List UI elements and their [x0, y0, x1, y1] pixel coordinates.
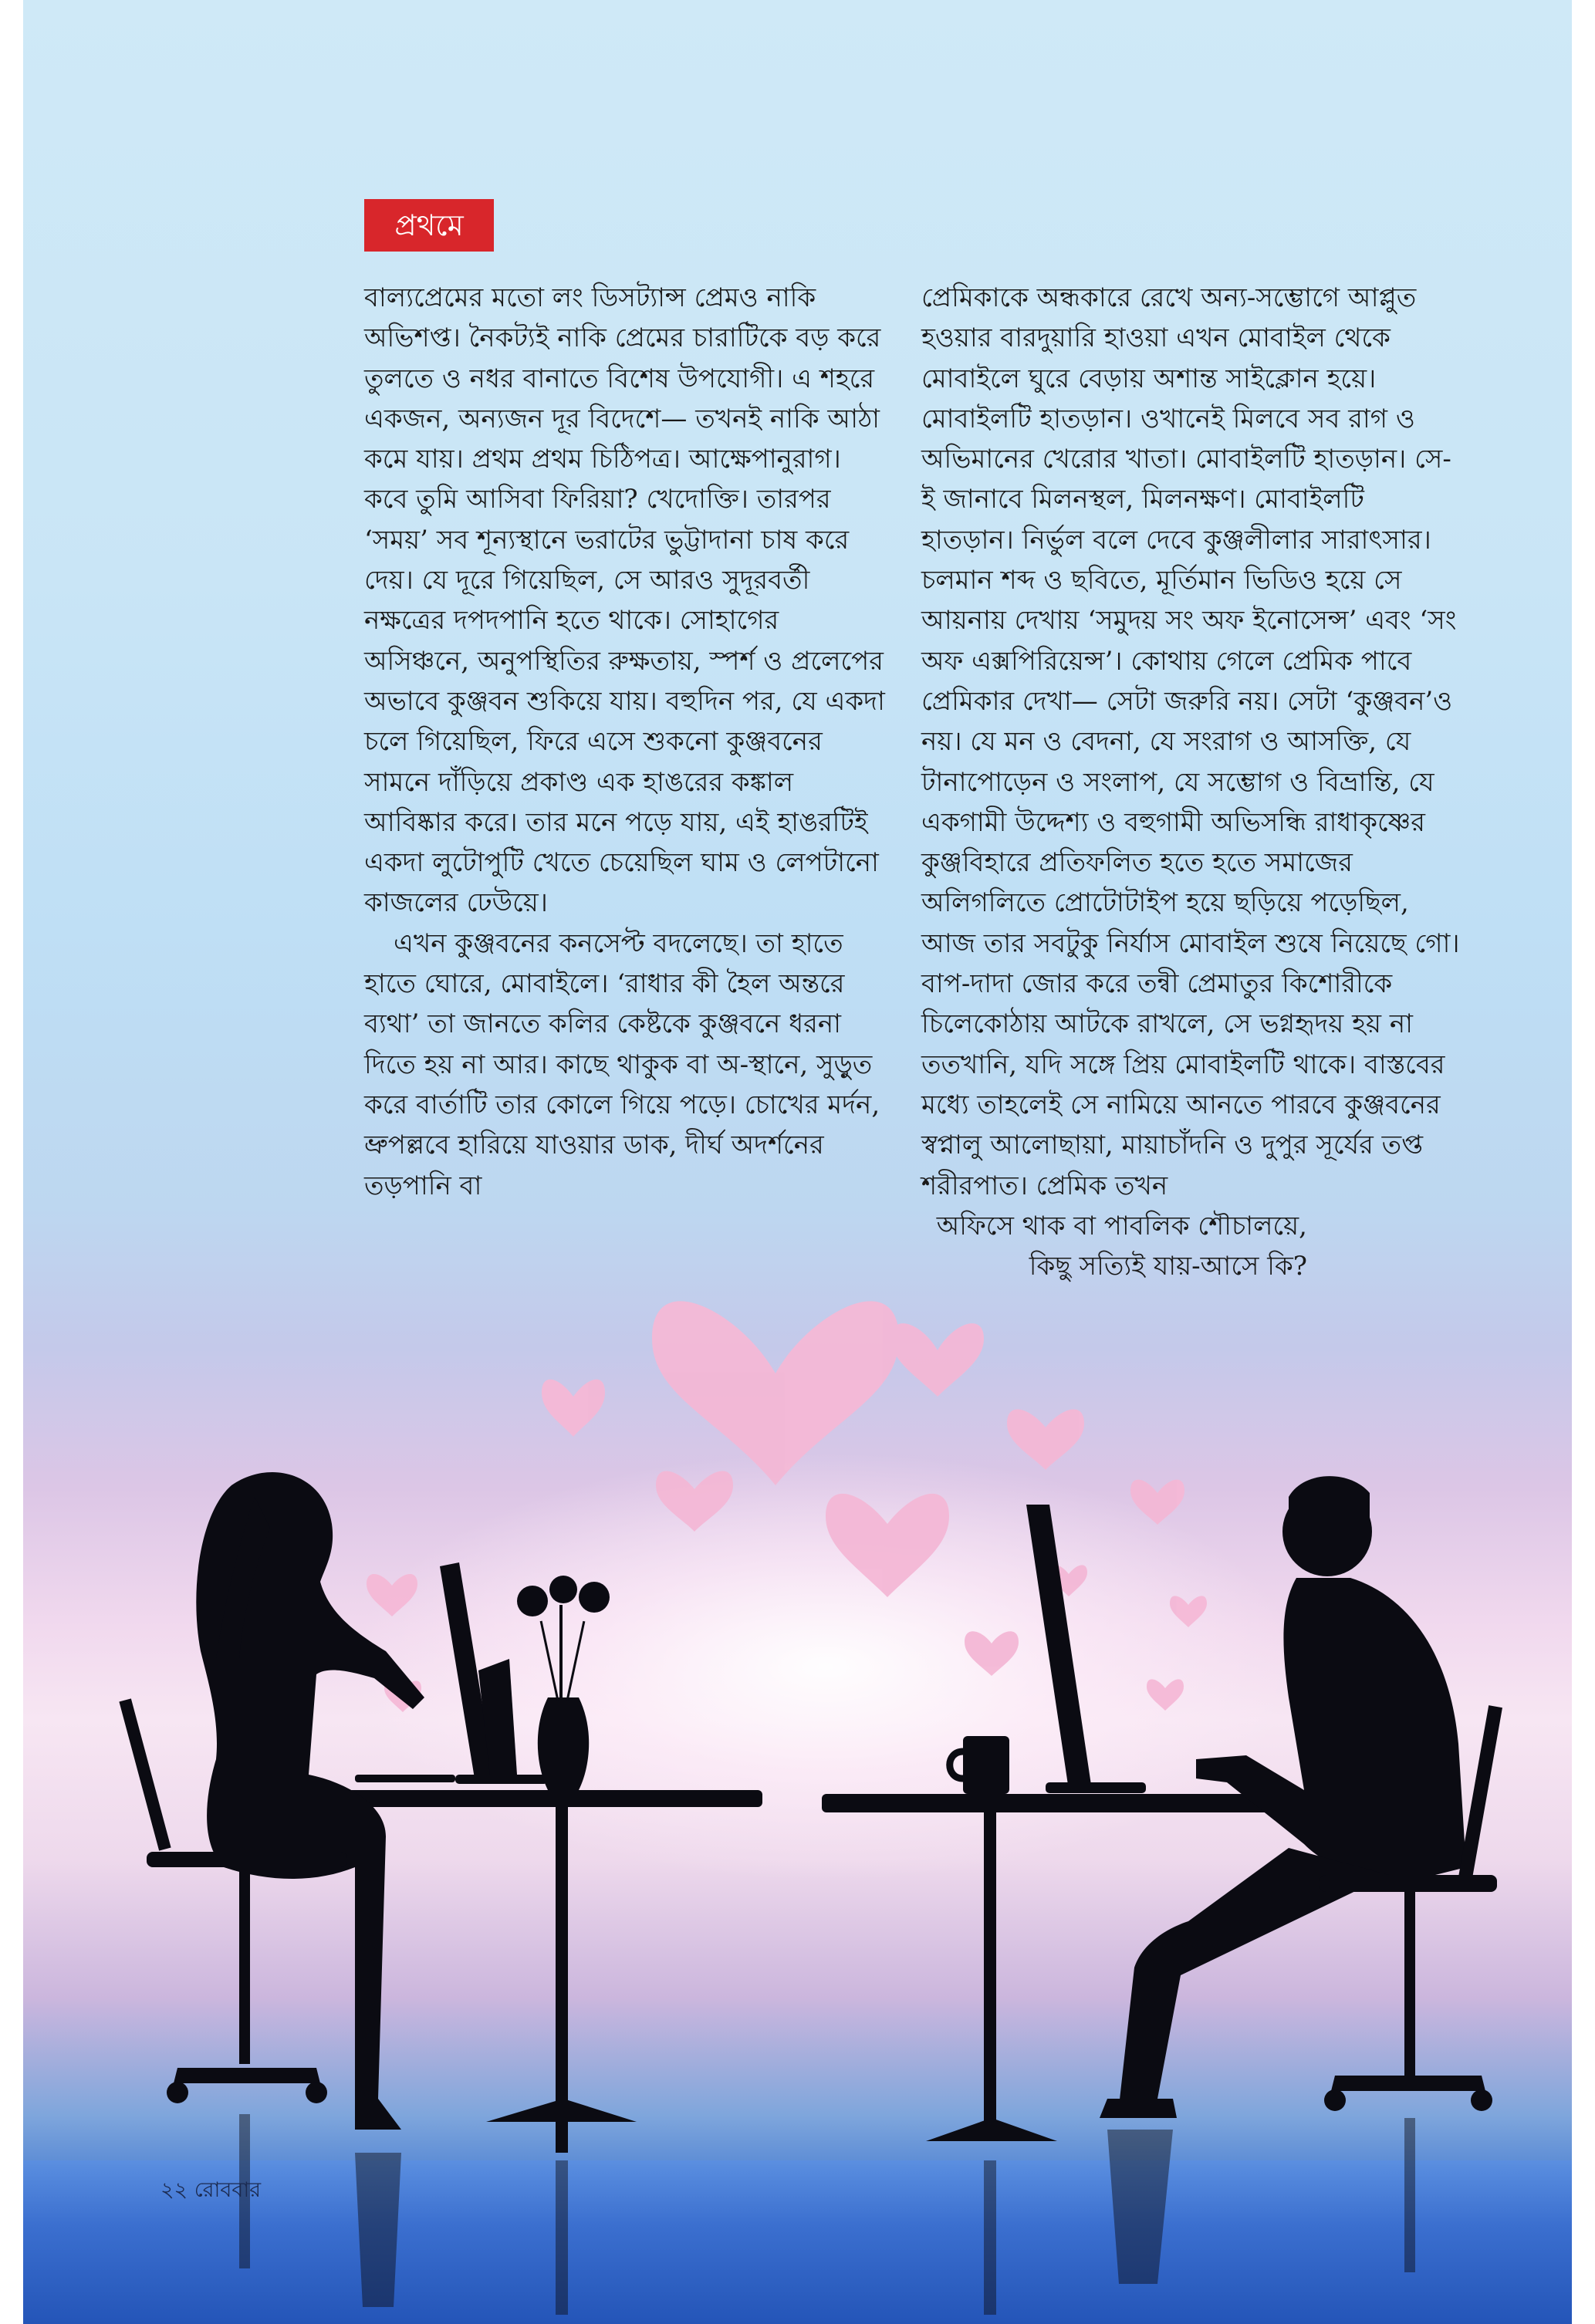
heart-icon — [891, 1323, 984, 1397]
heart-icon — [1007, 1409, 1084, 1470]
paragraph: বাল্যপ্রেমের মতো লং ডিসট্যান্স প্রেমও নাকি অভিশপ্ত। নৈকট্যই নাকি প্রেমের চারাটিকে বড় করে তুলতে ও নধর বানাতে বিশেষ উপযোগী। এ শহরে একজন, অন্যজন দূর বিদেশে— তখনই নাকি আঠা কমে যায়। প্রথম প্রথম চিঠিপত্র। আক্ষেপানুরাগ। কবে তুমি আসিবা ফিরিয়া? খেদোক্তি। তারপর ‘সময়’ সব শূন্যস্থানে ভরাটের ভুট্টাদানা চাষ করে দেয়। যে দূরে গিয়েছিল, সে আরও সুদূরবর্তী নক্ষত্রের দপদপানি হতে থাকে। সোহাগের অসিঞ্চনে, অনুপস্থিতির রুক্ষতায়, স্পর্শ ও প্রলেপের অভাবে কুঞ্জবন শুকিয়ে যায়। বহুদিন পর, যে একদা চলে গিয়েছিল, ফিরে এসে শুকনো কুঞ্জবনের সামনে দাঁড়িয়ে প্রকাণ্ড এক হাঙরের কঙ্কাল আবিষ্কার করে। তার মনে পড়ে যায়, এই হাঙরটিই একদা লুটোপুটি খেতে চেয়েছিল ঘাম ও লেপটানো কাজলের ঢেউয়ে। — [364, 282, 885, 919]
heart-icon — [652, 1301, 899, 1485]
right-desk-leg — [984, 1809, 996, 2141]
heart-icon — [1170, 1596, 1207, 1627]
heart-icon — [542, 1380, 605, 1437]
article-column-left — [364, 278, 889, 1206]
mug-icon — [950, 1736, 1009, 1794]
heart-icon — [1147, 1679, 1184, 1711]
paragraph-tail: কিছু সত্যিই যায়-আসে কি? — [1029, 1251, 1307, 1282]
heart-icon — [656, 1471, 733, 1532]
section-tag: প্রথমে — [364, 199, 494, 252]
flower-vase-icon — [517, 1576, 610, 1790]
paragraph: প্রেমিকাকে অন্ধকারে রেখে অন্য-সম্ভোগে আপ্লুত হওয়ার বারদুয়ারি হাওয়া এখন মোবাইল থেকে মোবাইলে ঘুরে বেড়ায় অশান্ত সাইক্লোন হয়ে। মোবাইলটি হাতড়ান। ওখানেই মিলবে সব রাগ ও অভিমানের খেরোর খাতা। মোবাইলটি হাতড়ান। সে-ই জানাবে মিলনস্থল, মিলনক্ষণ। মোবাইলটি হাতড়ান। নির্ভুল বলে দেবে কুঞ্জলীলার সারাৎসার। চলমান শব্দ ও ছবিতে, মূর্তিমান ভিডিও হয়ে সে আয়নায় দেখায় ‘সমুদয় সং অফ ইনোসেন্স’ এবং ‘সং অফ এক্সপিরিয়েন্স’। কোথায় গেলে প্রেমিক পাবে প্রেমিকার দেখা— সেটা জরুরি নয়। সেটা ‘কুঞ্জবন’ও নয়। যে মন ও বেদনা, যে সংরাগ ও আসক্তি, যে টানাপোড়েন ও সংলাপ, যে সম্ভোগ ও বিভ্রান্তি, যে একগামী উদ্দেশ্য ও বহুগামী অভিসন্ধি রাধাকৃষ্ণের কুঞ্জবিহারে প্রতিফলিত হতে হতে সমাজের অলিগলিতে প্রোটোটাইপ হয়ে ছড়িয়ে পড়েছিল, আজ তার সবটুকু নির্যাস মোবাইল শুষে নিয়েছে গো। বাপ-দাদা জোর করে তন্বী প্রেমাতুর কিশোরীকে চিলেকোঠায় আটকে রাখলে, সে ভগ্নহৃদয় হয় না ততখানি, যদি সঙ্গে প্রিয় মোবাইলটি থাকে। বাস্তবের মধ্যে তাহলেই সে নামিয়ে আনতে পারবে কুঞ্জবনের স্বপ্নালু আলোছায়া, মায়াচাঁদনি ও দুপুর সূর্যের তপ্ত শরীরপাত। প্রেমিক তখন — [921, 282, 1460, 1201]
left-desk-top — [315, 1790, 762, 1807]
page-footer: ২২ রোববার — [161, 2178, 262, 2202]
magazine-page — [23, 0, 1572, 2324]
heart-icon — [367, 1574, 417, 1616]
left-desk-leg — [556, 1805, 568, 2122]
heart-icon — [826, 1494, 949, 1597]
monitor-icon — [1026, 1505, 1092, 1790]
article-column-right — [921, 278, 1462, 1286]
paragraph-tail: অফিসে থাক বা পাবলিক শৌচালয়ে, — [936, 1210, 1307, 1241]
heart-icon — [965, 1631, 1019, 1676]
right-desk-base — [926, 2118, 1057, 2141]
heart-icon — [1130, 1480, 1184, 1525]
paragraph: এখন কুঞ্জবনের কনসেপ্ট বদলেছে। তা হাতে হাতে ঘোরে, মোবাইলে। ‘রাধার কী হৈল অন্তরে ব্যথা’ তা জানতে কলির কেষ্টকে কুঞ্জবনে ধরনা দিতে হয় না আর। কাছে থাকুক বা অ-স্থানে, সুড়ুত করে বার্তাটি তার কোলে গিয়ে পড়ে। চোখের মর্দন, ভ্রুপল্লবে হারিয়ে যাওয়ার ডাক, দীর্ঘ অদর্শনের তড়পানি বা — [364, 927, 880, 1201]
